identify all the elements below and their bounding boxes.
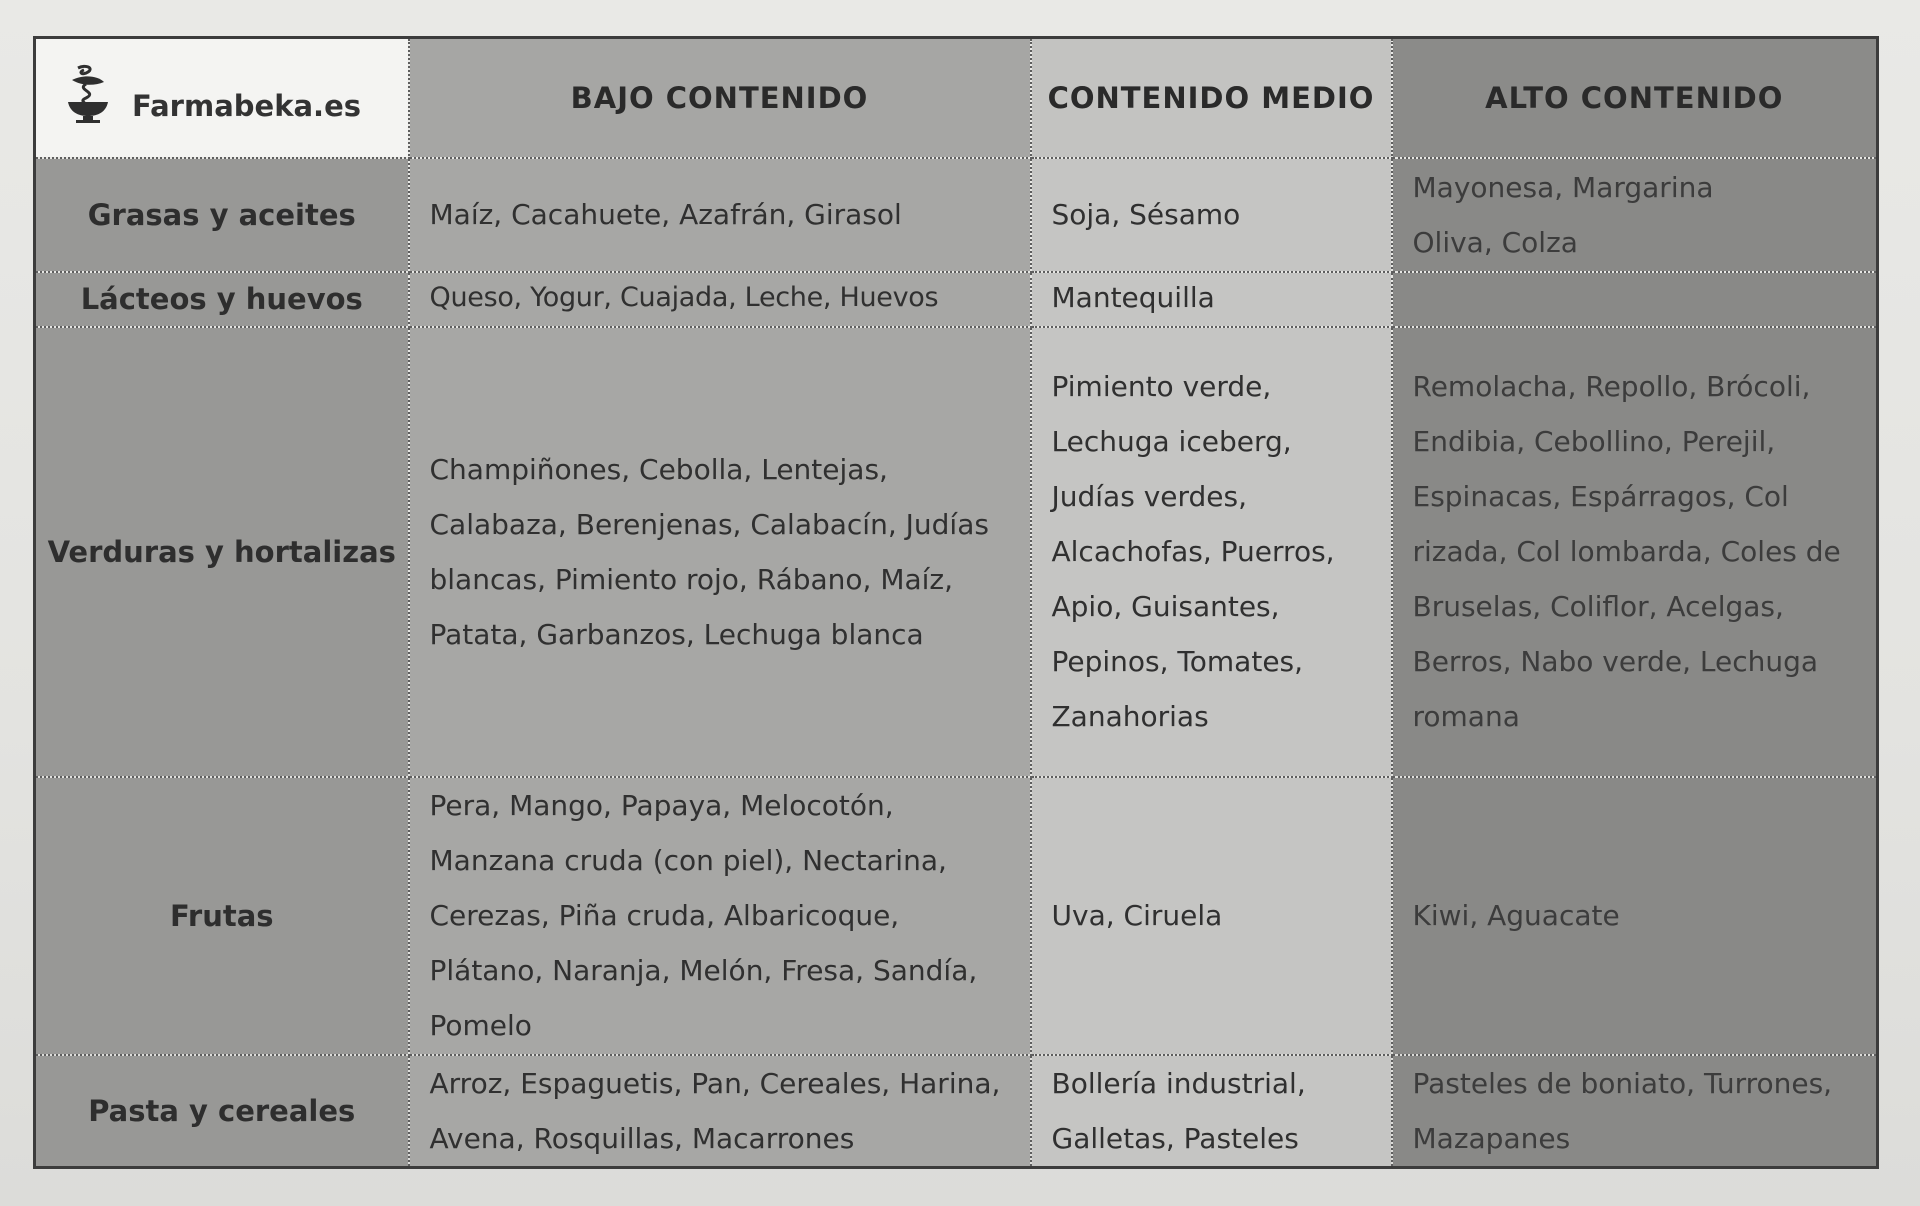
row-label-cell: [35, 327, 409, 777]
cell-text-medio: Pimiento verde, Lechuga iceberg, Judías verdes, Alcachofas, Puerros, Apio, Guisantes, Pepinos, Tomates, Zanahorias: [1051, 370, 1335, 733]
table-row: [35, 327, 1878, 777]
cell-alto: [1392, 158, 1878, 272]
cell-text-bajo: Queso, Yogur, Cuajada, Leche, Huevos: [429, 281, 939, 313]
row-label-cell: [35, 272, 409, 327]
table-header-row: [35, 38, 1878, 158]
cell-bajo: [409, 272, 1031, 327]
row-label-grasas: Grasas y aceites: [87, 197, 356, 232]
cell-medio: [1031, 272, 1392, 327]
cell-bajo: [409, 777, 1031, 1055]
cell-bajo: [409, 327, 1031, 777]
cell-text-alto: Mayonesa, Margarina Oliva, Colza: [1412, 170, 1714, 259]
table-row: [35, 272, 1878, 327]
brand-logo: [36, 72, 408, 124]
pharmacy-bowl-snake-icon: [64, 62, 112, 124]
row-label-cell: [35, 777, 409, 1055]
cell-alto: [1392, 777, 1878, 1055]
cell-text-alto: Kiwi, Aguacate: [1412, 899, 1620, 932]
cell-medio: [1031, 327, 1392, 777]
cell-alto-empty: [1392, 272, 1878, 327]
cell-medio: [1031, 158, 1392, 272]
cell-text-alto: Pasteles de boniato, Turrones, Mazapanes: [1412, 1066, 1833, 1155]
header-bajo-contenido: BAJO CONTENIDO: [570, 80, 869, 115]
brand-cell: [35, 38, 409, 158]
table-row: [35, 777, 1878, 1055]
cell-medio: [1031, 777, 1392, 1055]
table-row: [35, 158, 1878, 272]
row-label-pasta: Pasta y cereales: [88, 1093, 356, 1128]
row-label-lacteos: Lácteos y huevos: [80, 282, 363, 316]
cell-bajo: [409, 1055, 1031, 1168]
cell-text-bajo: Maíz, Cacahuete, Azafrán, Girasol: [429, 198, 902, 231]
cell-alto: [1392, 327, 1878, 777]
row-label-cell: [35, 1055, 409, 1168]
table-row: [35, 1055, 1878, 1168]
cell-text-bajo: Arroz, Espaguetis, Pan, Cereales, Harina, Avena, Rosquillas, Macarrones: [429, 1066, 1001, 1155]
cell-text-alto: Remolacha, Repollo, Brócoli, Endibia, Cebollino, Perejil, Espinacas, Espárragos, Col rizada, Col lombarda, Coles de Bruselas, Coliflor, Acelgas, Berros, Nabo verde, Lechuga romana: [1412, 370, 1841, 733]
header-bajo-cell: [409, 38, 1031, 158]
header-alto-cell: [1392, 38, 1878, 158]
cell-text-medio: Mantequilla: [1051, 280, 1215, 314]
cell-text-bajo: Pera, Mango, Papaya, Melocotón, Manzana cruda (con piel), Nectarina, Cerezas, Piña cruda, Albaricoque, Plátano, Naranja, Melón, Fresa, Sandía, Pomelo: [429, 789, 978, 1042]
brand-name: Farmabeka.es: [132, 88, 361, 123]
cell-text-medio: Bollería industrial, Galletas, Pasteles: [1051, 1066, 1306, 1155]
header-alto-contenido: ALTO CONTENIDO: [1485, 80, 1784, 115]
row-label-verduras: Verduras y hortalizas: [47, 534, 396, 569]
header-contenido-medio: CONTENIDO MEDIO: [1047, 80, 1375, 115]
cell-text-medio: Uva, Ciruela: [1051, 899, 1223, 932]
cell-text-bajo: Champiñones, Cebolla, Lentejas, Calabaza, Berenjenas, Calabacín, Judías blancas, Pimiento rojo, Rábano, Maíz, Patata, Garbanzos, Lechuga blanca: [429, 452, 989, 651]
row-label-cell: [35, 158, 409, 272]
cell-alto: [1392, 1055, 1878, 1168]
vitamin-k-content-table: [33, 36, 1879, 1169]
cell-bajo: [409, 158, 1031, 272]
cell-medio: [1031, 1055, 1392, 1168]
cell-text-medio: Soja, Sésamo: [1051, 198, 1241, 231]
header-medio-cell: [1031, 38, 1392, 158]
row-label-frutas: Frutas: [169, 898, 274, 933]
